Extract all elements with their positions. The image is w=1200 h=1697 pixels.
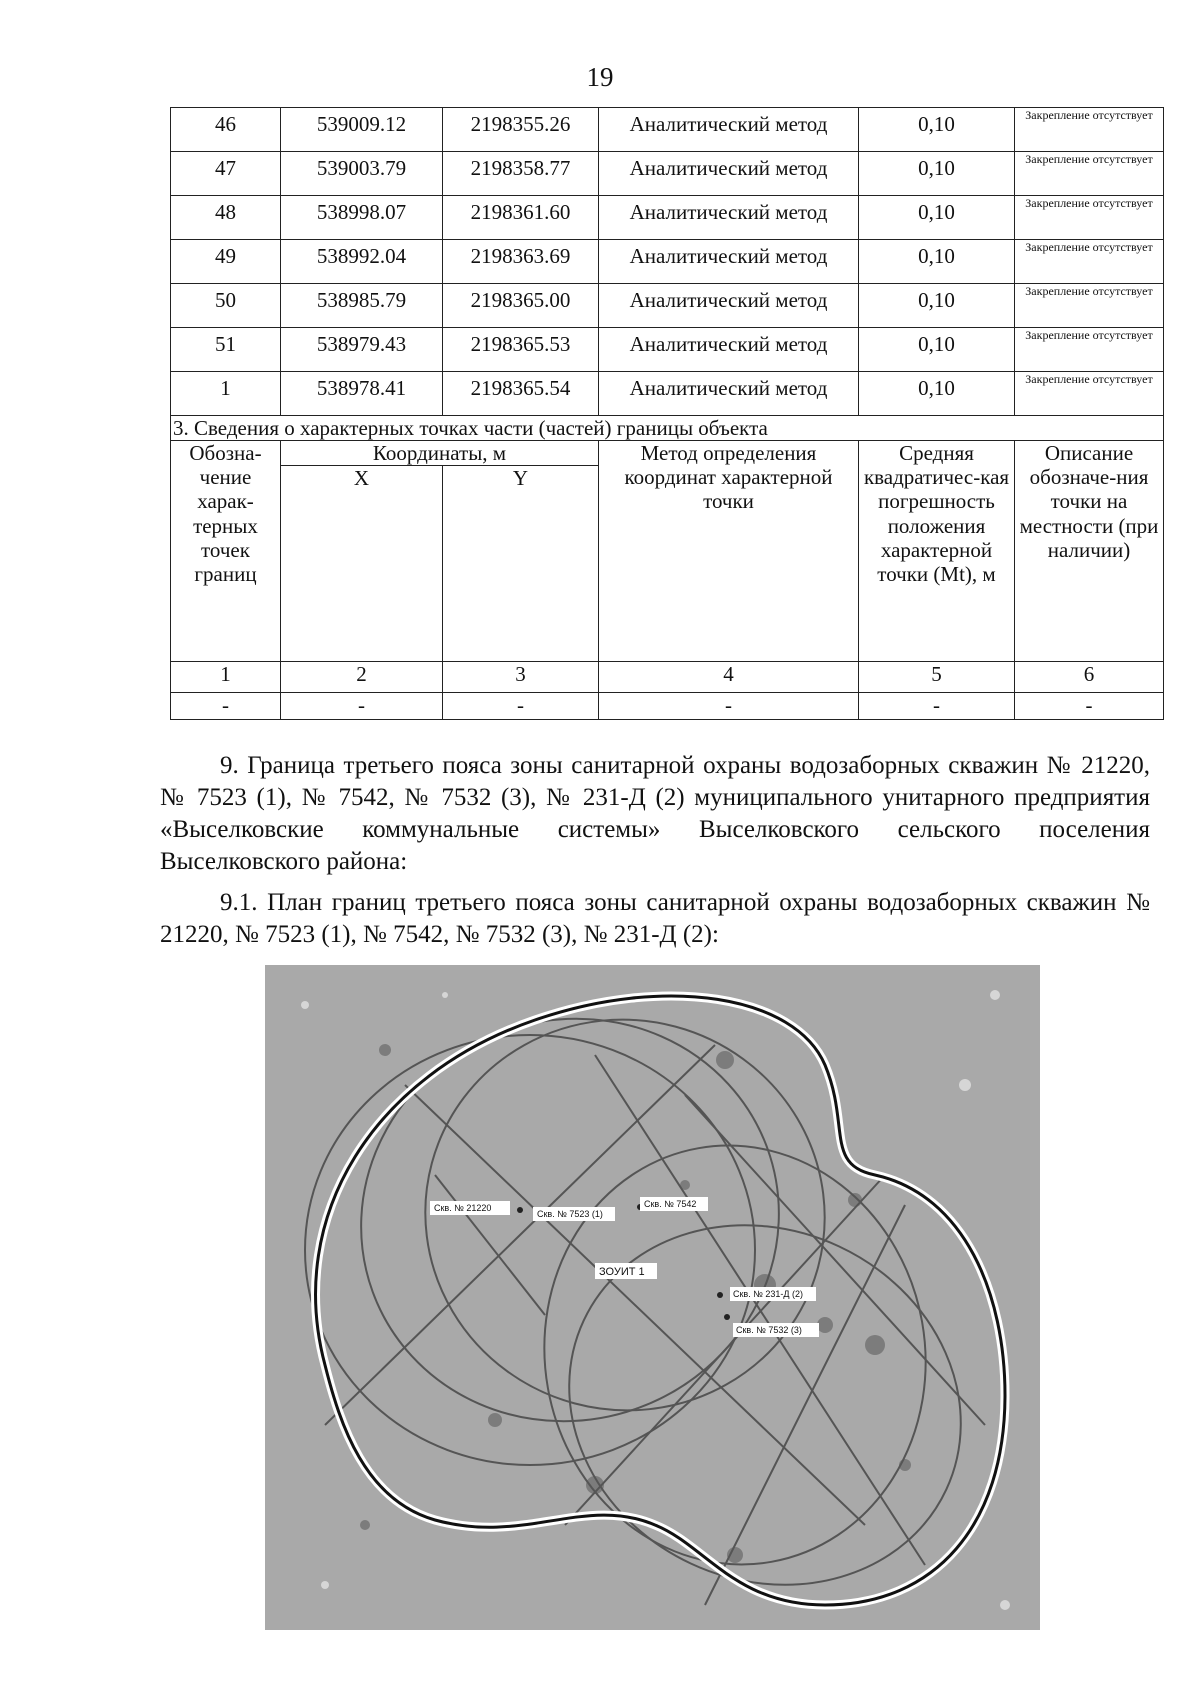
header-x: X <box>281 466 443 662</box>
empty-cell: - <box>599 693 859 720</box>
section-title: 3. Сведения о характерных точках части (частей) границы объекта <box>171 416 1164 441</box>
header-y: Y <box>443 466 599 662</box>
empty-cell: - <box>171 693 281 720</box>
point-y: 2198365.53 <box>443 328 599 372</box>
point-method: Аналитический метод <box>599 108 859 152</box>
table-row <box>171 152 1164 196</box>
point-y: 2198365.54 <box>443 372 599 416</box>
point-accuracy: 0,10 <box>859 240 1015 284</box>
empty-cell: - <box>281 693 443 720</box>
empty-cell: - <box>1015 693 1164 720</box>
table-row <box>171 328 1164 372</box>
point-method: Аналитический метод <box>599 196 859 240</box>
fixation-text: Закрепление отсутствует <box>1025 196 1153 210</box>
point-y: 2198365.00 <box>443 284 599 328</box>
fixation-text: Закрепление отсутствует <box>1025 328 1153 342</box>
point-number: 51 <box>171 328 281 372</box>
point-accuracy: 0,10 <box>859 108 1015 152</box>
column-number: 3 <box>443 662 599 693</box>
point-number: 50 <box>171 284 281 328</box>
fixation-text: Закрепление отсутствует <box>1025 240 1153 254</box>
point-accuracy: 0,10 <box>859 196 1015 240</box>
point-number: 1 <box>171 372 281 416</box>
empty-cell: - <box>859 693 1015 720</box>
label-well-231d: Скв. № 231-Д (2) <box>733 1289 803 1299</box>
label-well-7532: Скв. № 7532 (3) <box>736 1325 802 1335</box>
point-accuracy: 0,10 <box>859 284 1015 328</box>
point-x: 538978.41 <box>281 372 443 416</box>
point-method: Аналитический метод <box>599 284 859 328</box>
point-accuracy: 0,10 <box>859 372 1015 416</box>
point-method: Аналитический метод <box>599 328 859 372</box>
column-number: 5 <box>859 662 1015 693</box>
table-row <box>171 284 1164 328</box>
column-number: 6 <box>1015 662 1164 693</box>
paragraph-9-1: 9.1. План границ третьего пояса зоны санитарной охраны водозаборных скважин № 21220, № 7523 (1), № 7542, № 7532 (3), № 231-Д (2): <box>160 889 1150 948</box>
point-fixation <box>1015 240 1164 284</box>
header-accuracy: Средняя квадратичес-кая погрешность положения характерной точки (Mt), м <box>859 441 1015 662</box>
sanitary-zone-map <box>265 965 1040 1630</box>
point-accuracy: 0,10 <box>859 328 1015 372</box>
label-zone: ЗОУИТ 1 <box>599 1266 645 1278</box>
point-method: Аналитический метод <box>599 240 859 284</box>
point-number: 48 <box>171 196 281 240</box>
point-number: 46 <box>171 108 281 152</box>
point-x: 538985.79 <box>281 284 443 328</box>
coordinate-rows <box>171 108 1164 416</box>
column-number: 2 <box>281 662 443 693</box>
point-fixation <box>1015 108 1164 152</box>
label-well-21220: Скв. № 21220 <box>434 1203 492 1213</box>
empty-cell: - <box>443 693 599 720</box>
point-x: 538998.07 <box>281 196 443 240</box>
point-fixation <box>1015 152 1164 196</box>
point-x: 538979.43 <box>281 328 443 372</box>
point-method: Аналитический метод <box>599 152 859 196</box>
table-row <box>171 240 1164 284</box>
header-designation: Обозна-чение харак-терных точек границ <box>171 441 281 662</box>
point-fixation <box>1015 328 1164 372</box>
label-well-7523: Скв. № 7523 (1) <box>537 1209 603 1219</box>
fixation-text: Закрепление отсутствует <box>1025 108 1153 122</box>
table-row <box>171 372 1164 416</box>
point-number: 47 <box>171 152 281 196</box>
point-method: Аналитический метод <box>599 372 859 416</box>
point-y: 2198363.69 <box>443 240 599 284</box>
point-x: 539009.12 <box>281 108 443 152</box>
column-number: 1 <box>171 662 281 693</box>
fixation-text: Закрепление отсутствует <box>1025 284 1153 298</box>
coordinates-table <box>170 107 1164 720</box>
column-number: 4 <box>599 662 859 693</box>
fixation-text: Закрепление отсутствует <box>1025 372 1153 386</box>
point-y: 2198355.26 <box>443 108 599 152</box>
header-method: Метод определения координат характерной точки <box>599 441 859 662</box>
map-background <box>265 965 1040 1630</box>
table-row <box>171 196 1164 240</box>
fixation-text: Закрепление отсутствует <box>1025 152 1153 166</box>
point-accuracy: 0,10 <box>859 152 1015 196</box>
point-number: 49 <box>171 240 281 284</box>
point-fixation <box>1015 196 1164 240</box>
point-fixation <box>1015 284 1164 328</box>
point-y: 2198361.60 <box>443 196 599 240</box>
table-row <box>171 108 1164 152</box>
header-coordinates: Координаты, м <box>281 441 599 466</box>
point-y: 2198358.77 <box>443 152 599 196</box>
label-well-7542: Скв. № 7542 <box>644 1199 697 1209</box>
header-description: Описание обозначе-ния точки на местности (при наличии) <box>1015 441 1164 662</box>
point-x: 538992.04 <box>281 240 443 284</box>
page-number: 19 <box>586 62 614 92</box>
paragraph-9: 9. Граница третьего пояса зоны санитарной охраны водозаборных скважин № 21220, № 7523 (1), № 7542, № 7532 (3), № 231-Д (2) муниципального унитарного предприятия «Выселковские коммунальные системы» Выселковского сельского поселения Выселковского района: <box>160 752 1150 875</box>
point-x: 539003.79 <box>281 152 443 196</box>
point-fixation <box>1015 372 1164 416</box>
